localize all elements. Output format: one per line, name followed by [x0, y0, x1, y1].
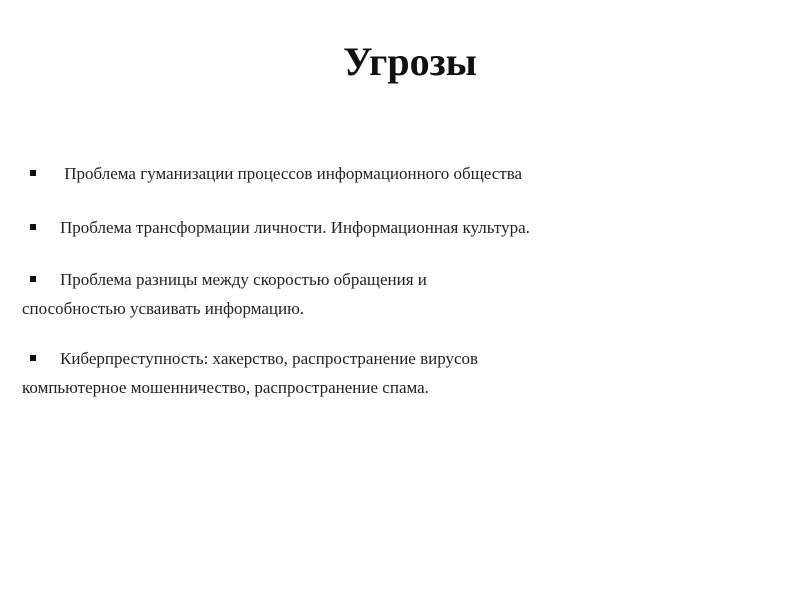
list-item-text: Проблема гуманизации процессов информационного общества: [60, 164, 523, 183]
list-item: [22, 213, 782, 242]
list-item-continuation: способностью усваивать информацию.: [22, 299, 305, 318]
list-item: [22, 344, 782, 402]
square-bullet-icon: [30, 355, 36, 361]
list-item-continuation: компьютерное мошенничество, распространение спама.: [22, 378, 429, 397]
square-bullet-icon: [30, 276, 36, 282]
list-item: [22, 159, 782, 188]
slide-title: Угрозы: [343, 39, 477, 84]
list-item-text: Проблема трансформации личности. Информационная культура.: [60, 218, 530, 237]
list-item: [22, 265, 782, 323]
square-bullet-icon: [30, 224, 36, 230]
list-item-text: Киберпреступность: хакерство, распространение вирусов: [60, 349, 479, 368]
list-item-text: Проблема разницы между скоростью обращения и: [60, 270, 427, 289]
square-bullet-icon: [30, 170, 36, 176]
